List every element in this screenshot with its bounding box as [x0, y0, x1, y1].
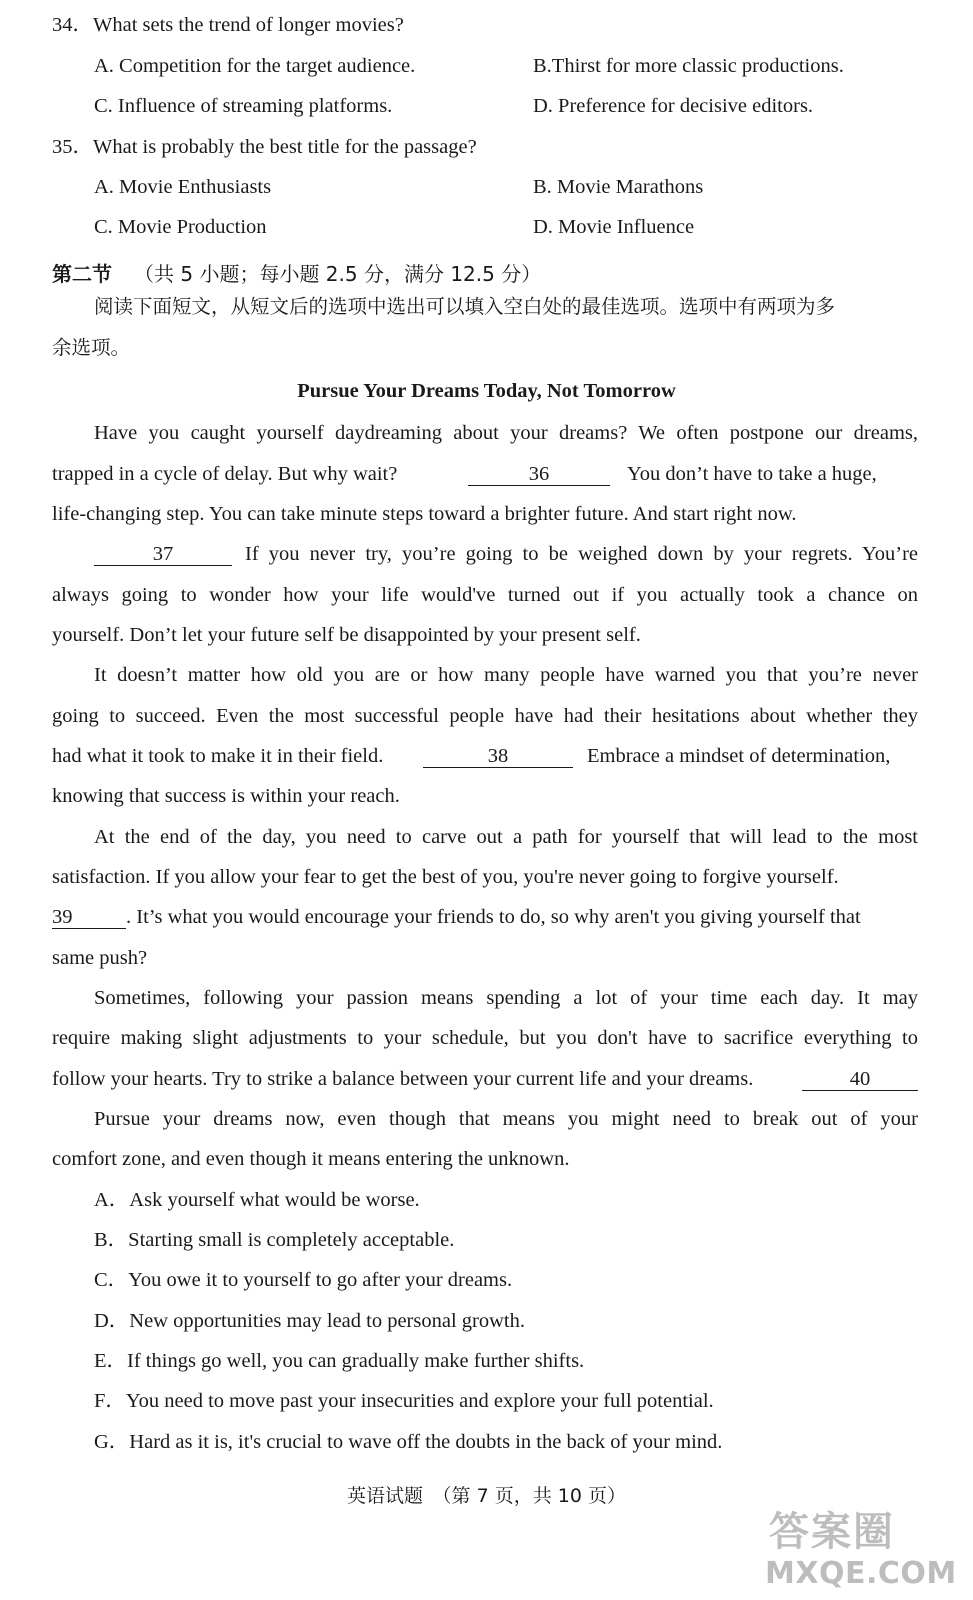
q35-option-b: B. Movie Marathons	[533, 176, 704, 198]
p2-line-3: yourself. Don’t let your future self be disappointed by your present self.	[52, 624, 641, 646]
blank-40-number: 40	[802, 1068, 918, 1091]
watermark-site-text: MXQE.COM	[765, 1556, 957, 1591]
p3-line-1: It doesn’t matter how old you are or how many people have warned you that you’re never	[94, 664, 918, 686]
blank-37-number: 37	[94, 543, 232, 566]
p1-line-3: life-changing step. You can take minute steps toward a brighter future. And start right now.	[52, 503, 797, 525]
choice-b: B．Starting small is completely acceptable.	[94, 1229, 455, 1251]
q34-stem: 34．What sets the trend of longer movies?	[52, 14, 404, 36]
choice-e: E．If things go well, you can gradually make further shifts.	[94, 1350, 585, 1372]
watermark-logo	[763, 1500, 957, 1592]
choice-a: A．Ask yourself what would be worse.	[94, 1189, 420, 1211]
p1-line-2a: trapped in a cycle of delay. But why wait?	[52, 463, 398, 485]
section-heading	[52, 258, 541, 287]
blank-39-number: 39	[52, 906, 126, 929]
blank-40	[802, 1066, 918, 1092]
p4-line-4: same push?	[52, 947, 148, 969]
section-label: 第二节	[52, 262, 112, 286]
p2-line-2: always going to wonder how your life would've turned out if you actually took a chance on	[52, 584, 918, 606]
p6-line-1: Pursue your dreams now, even though that means you might need to break out of your	[94, 1108, 918, 1130]
section-note: （共 5 小题；每小题 2.5 分，满分 12.5 分）	[134, 262, 542, 286]
section-instruction-1: 阅读下面短文，从短文后的选项中选出可以填入空白处的最佳选项。选项中有两项为多	[94, 295, 836, 318]
q35-stem: 35．What is probably the best title for the passage?	[52, 136, 477, 158]
page-footer: 英语试题 （第 7 页，共 10 页）	[347, 1485, 626, 1507]
choice-c: C．You owe it to yourself to go after your dreams.	[94, 1269, 513, 1291]
p5-line-3a: follow your hearts. Try to strike a balance between your current life and your dreams.	[52, 1068, 754, 1090]
p3-line-3b: Embrace a mindset of determination,	[587, 745, 891, 767]
q34-option-d: D. Preference for decisive editors.	[533, 95, 814, 117]
p4-line-3b: . It’s what you would encourage your friends to do, so why aren't you giving yourself that	[126, 906, 861, 928]
q34-option-c: C. Influence of streaming platforms.	[94, 95, 393, 117]
blank-36-number: 36	[468, 463, 610, 486]
choice-f: F．You need to move past your insecurities and explore your full potential.	[94, 1390, 714, 1412]
choice-g: G．Hard as it is, it's crucial to wave off the doubts in the back of your mind.	[94, 1431, 723, 1453]
watermark-seal-text: 答案圈	[769, 1509, 895, 1555]
p3-line-2: going to succeed. Even the most successful people have had their hesitations about whether they	[52, 705, 918, 727]
q35-option-d: D. Movie Influence	[533, 216, 695, 238]
p5-line-2: require making slight adjustments to your schedule, but you don't have to sacrifice everything to	[52, 1027, 918, 1049]
p1-line-2b: You don’t have to take a huge,	[627, 463, 877, 485]
q34-option-b: B.Thirst for more classic productions.	[533, 55, 844, 77]
blank-38-number: 38	[423, 745, 573, 768]
p4-line-2: satisfaction. If you allow your fear to get the best of you, you're never going to forgive yourself.	[52, 866, 839, 888]
section-instruction-2: 余选项。	[52, 336, 131, 359]
p2-line-1b: If you never try, you’re going to be weighed down by your regrets. You’re	[245, 543, 918, 565]
blank-36	[468, 461, 610, 487]
p3-line-4: knowing that success is within your reach.	[52, 785, 400, 807]
q35-option-c: C. Movie Production	[94, 216, 267, 238]
q35-option-a: A. Movie Enthusiasts	[94, 176, 272, 198]
passage-title: Pursue Your Dreams Today, Not Tomorrow	[297, 380, 676, 402]
p6-line-2: comfort zone, and even though it means entering the unknown.	[52, 1148, 570, 1170]
q34-option-a: A. Competition for the target audience.	[94, 55, 416, 77]
blank-39	[52, 904, 126, 930]
blank-37	[94, 541, 232, 567]
p3-line-3a: had what it took to make it in their field.	[52, 745, 384, 767]
p1-line-1: Have you caught yourself daydreaming about your dreams? We often postpone our dreams,	[94, 422, 918, 444]
p4-line-1: At the end of the day, you need to carve out a path for yourself that will lead to the most	[94, 826, 918, 848]
choice-d: D．New opportunities may lead to personal growth.	[94, 1310, 525, 1332]
blank-38	[423, 743, 573, 769]
p5-line-1: Sometimes, following your passion means spending a lot of your time each day. It may	[94, 987, 918, 1009]
